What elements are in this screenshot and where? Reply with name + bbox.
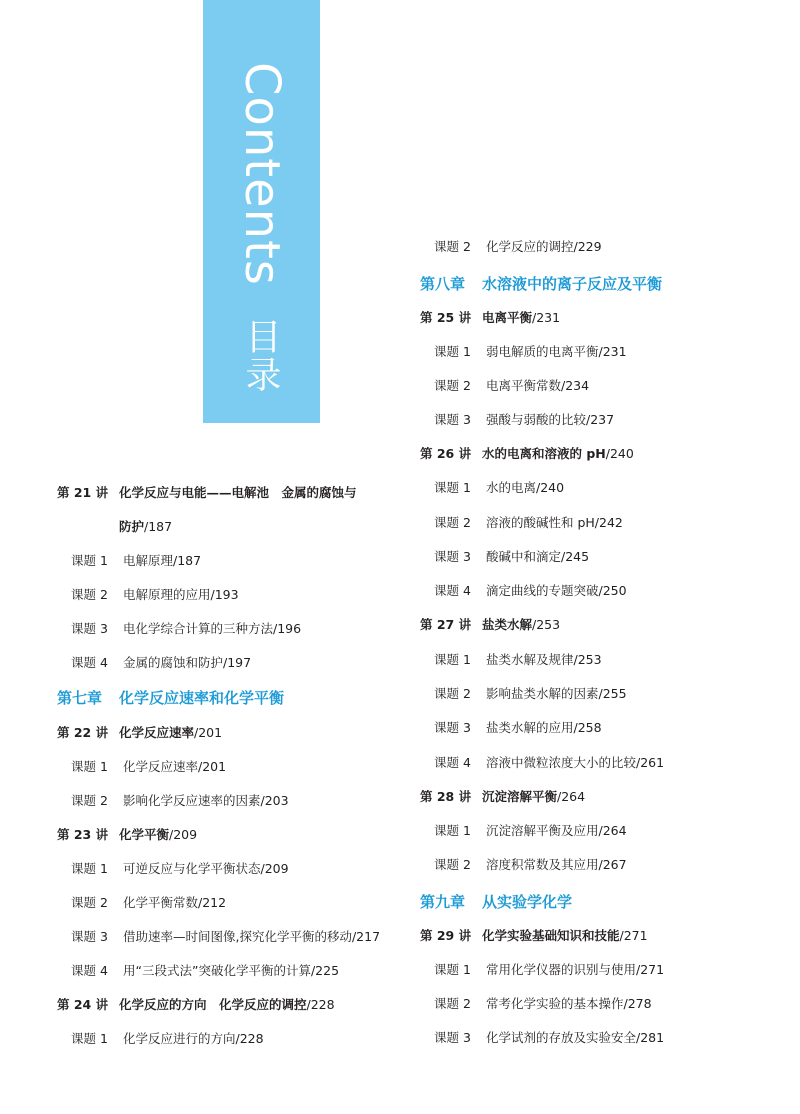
page-number: /264 (557, 789, 586, 804)
topic-title: 溶度积常数及其应用/267 (486, 857, 627, 872)
lecture-title: 沉淀溶解平衡 (482, 789, 558, 804)
topic-entry (434, 822, 627, 840)
topic-entry (71, 586, 239, 604)
lecture-title: 化学反应速率 (119, 725, 195, 740)
topic-number: 课题 3 (434, 1030, 471, 1045)
topic-title: 化学反应的调控/229 (486, 239, 602, 254)
topic-title: 金属的腐蚀和防护/197 (123, 655, 252, 670)
topic-title: 盐类水解的应用/258 (486, 720, 602, 735)
topic-title: 可逆反应与化学平衡状态/209 (123, 861, 289, 876)
topic-title: 溶液的酸碱性和 pH/242 (486, 515, 623, 530)
lecture-number: 第 21 讲 (57, 485, 109, 500)
topic-entry (434, 1029, 664, 1047)
topic-entry (434, 238, 602, 256)
lecture-title: 防护 (119, 519, 145, 534)
page-number: /187 (144, 519, 173, 534)
topic-entry (434, 685, 627, 703)
topic-number: 课题 4 (434, 583, 471, 598)
topic-entry (71, 894, 226, 912)
topic-number: 课题 2 (434, 686, 471, 701)
lecture-entry-continued (119, 518, 172, 536)
topic-number: 课题 2 (434, 378, 471, 393)
lecture-title: 水的电离和溶液的 pH (482, 446, 606, 461)
topic-number: 课题 2 (71, 587, 108, 602)
topic-entry (71, 654, 251, 672)
topic-number: 课题 2 (71, 895, 108, 910)
page-number: /201 (194, 725, 223, 740)
lecture-number: 第 23 讲 (57, 827, 109, 842)
lecture-number: 第 25 讲 (420, 310, 472, 325)
page-number: /240 (605, 446, 634, 461)
topic-entry (434, 514, 623, 532)
topic-number: 课题 1 (71, 861, 108, 876)
banner-word: Contents (234, 62, 290, 286)
topic-entry (434, 961, 664, 979)
lecture-title: 化学平衡 (119, 827, 170, 842)
topic-title: 电解原理/187 (123, 553, 202, 568)
topic-number: 课题 3 (434, 720, 471, 735)
topic-entry (71, 1030, 264, 1048)
lecture-title: 化学实验基础知识和技能 (482, 928, 620, 943)
topic-number: 课题 1 (434, 344, 471, 359)
topic-entry (434, 651, 602, 669)
page-number: /228 (306, 997, 335, 1012)
topic-number: 课题 4 (71, 963, 108, 978)
topic-number: 课题 1 (71, 553, 108, 568)
topic-entry (71, 552, 201, 570)
chapter-number: 第八章 (420, 275, 466, 293)
topic-number: 课题 2 (434, 515, 471, 530)
lecture-entry (57, 484, 357, 502)
lecture-number: 第 29 讲 (420, 928, 472, 943)
chapter-heading (57, 688, 284, 708)
topic-title: 盐类水解及规律/253 (486, 652, 602, 667)
chapter-heading (420, 892, 572, 912)
topic-entry (434, 856, 627, 874)
chapter-title: 从实验学化学 (482, 893, 573, 911)
topic-entry (71, 620, 301, 638)
page-number: /271 (619, 928, 648, 943)
topic-number: 课题 3 (434, 412, 471, 427)
topic-number: 课题 2 (71, 793, 108, 808)
topic-entry (434, 548, 589, 566)
topic-title: 化学平衡常数/212 (123, 895, 227, 910)
topic-entry (434, 719, 602, 737)
topic-entry (71, 792, 289, 810)
lecture-title: 电离平衡 (482, 310, 533, 325)
chapter-heading (420, 274, 662, 294)
topic-title: 用“三段式法”突破化学平衡的计算/225 (123, 963, 340, 978)
topic-entry (71, 928, 380, 946)
lecture-title: 化学反应与电能——电解池 金属的腐蚀与 (119, 485, 357, 500)
topic-title: 化学反应进行的方向/228 (123, 1031, 264, 1046)
lecture-title: 盐类水解 (482, 617, 533, 632)
topic-number: 课题 1 (434, 962, 471, 977)
topic-number: 课题 1 (434, 823, 471, 838)
topic-title: 溶液中微粒浓度大小的比较/261 (486, 755, 665, 770)
topic-title: 滴定曲线的专题突破/250 (486, 583, 627, 598)
topic-number: 课题 3 (71, 621, 108, 636)
banner-title: 目录 (240, 318, 281, 394)
topic-title: 常用化学仪器的识别与使用/271 (486, 962, 665, 977)
topic-entry (434, 377, 589, 395)
lecture-entry (420, 309, 560, 327)
topic-entry (71, 758, 226, 776)
topic-title: 化学反应速率/201 (123, 759, 227, 774)
topic-number: 课题 4 (71, 655, 108, 670)
topic-number: 课题 3 (71, 929, 108, 944)
topic-number: 课题 1 (71, 1031, 108, 1046)
topic-number: 课题 2 (434, 857, 471, 872)
topic-entry (434, 411, 614, 429)
topic-number: 课题 1 (71, 759, 108, 774)
topic-title: 电解原理的应用/193 (123, 587, 239, 602)
chapter-title: 化学反应速率和化学平衡 (119, 689, 285, 707)
topic-entry (434, 995, 652, 1013)
topic-entry (434, 582, 627, 600)
page-number: /231 (532, 310, 561, 325)
lecture-entry (57, 996, 335, 1014)
topic-number: 课题 3 (434, 549, 471, 564)
lecture-entry (420, 445, 634, 463)
lecture-entry (57, 826, 197, 844)
topic-entry (71, 860, 289, 878)
topic-number: 课题 2 (434, 239, 471, 254)
topic-title: 常考化学实验的基本操作/278 (486, 996, 652, 1011)
topic-entry (71, 962, 339, 980)
topic-entry (434, 343, 627, 361)
lecture-number: 第 26 讲 (420, 446, 472, 461)
topic-title: 电化学综合计算的三种方法/196 (123, 621, 302, 636)
lecture-entry (420, 616, 560, 634)
page-number: /209 (169, 827, 198, 842)
topic-entry (434, 754, 664, 772)
page-number: /253 (532, 617, 561, 632)
topic-entry (434, 479, 564, 497)
lecture-number: 第 28 讲 (420, 789, 472, 804)
lecture-number: 第 27 讲 (420, 617, 472, 632)
lecture-entry (420, 927, 648, 945)
chapter-title: 水溶液中的离子反应及平衡 (482, 275, 663, 293)
topic-number: 课题 4 (434, 755, 471, 770)
topic-number: 课题 1 (434, 652, 471, 667)
topic-title: 影响盐类水解的因素/255 (486, 686, 627, 701)
topic-number: 课题 1 (434, 480, 471, 495)
topic-title: 借助速率—时间图像,探究化学平衡的移动/217 (123, 929, 381, 944)
lecture-title: 化学反应的方向 化学反应的调控 (119, 997, 307, 1012)
topic-title: 酸碱中和滴定/245 (486, 549, 590, 564)
topic-title: 沉淀溶解平衡及应用/264 (486, 823, 627, 838)
topic-title: 影响化学反应速率的因素/203 (123, 793, 289, 808)
lecture-number: 第 24 讲 (57, 997, 109, 1012)
lecture-entry (420, 788, 585, 806)
topic-title: 电离平衡常数/234 (486, 378, 590, 393)
lecture-entry (57, 724, 222, 742)
lecture-number: 第 22 讲 (57, 725, 109, 740)
topic-title: 弱电解质的电离平衡/231 (486, 344, 627, 359)
topic-title: 化学试剂的存放及实验安全/281 (486, 1030, 665, 1045)
topic-number: 课题 2 (434, 996, 471, 1011)
chapter-number: 第七章 (57, 689, 103, 707)
chapter-number: 第九章 (420, 893, 466, 911)
topic-title: 水的电离/240 (486, 480, 565, 495)
topic-title: 强酸与弱酸的比较/237 (486, 412, 615, 427)
